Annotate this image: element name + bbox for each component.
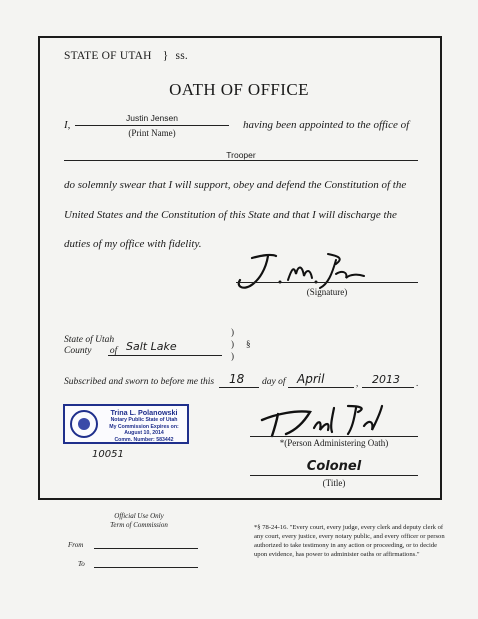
title-label: (Title)	[322, 478, 346, 488]
header-brace: }	[162, 50, 169, 62]
venue-paren-3: )	[231, 351, 234, 361]
notary-stamp-text	[99, 409, 189, 443]
sworn-month-value: April	[297, 372, 325, 386]
oath-line-3: duties of my office with fidelity.	[64, 238, 202, 250]
state-header	[64, 50, 188, 62]
sworn-year-value: 2013	[372, 373, 400, 386]
office-value: Trooper	[226, 150, 256, 160]
office-line	[64, 160, 418, 161]
print-name-line	[75, 125, 229, 126]
print-name-label: (Print Name)	[128, 128, 176, 138]
notary-line-3: August 10, 2014	[124, 430, 164, 437]
title-line	[250, 475, 418, 476]
venue-state: State of Utah	[64, 335, 115, 345]
county-label: County	[64, 346, 92, 356]
administering-signature	[256, 400, 392, 440]
notary-line-1: Notary Public State of Utah	[110, 417, 178, 423]
notary-line-2: My Commission Expires on:	[109, 423, 179, 430]
term-heading: Term of Commission	[110, 521, 168, 529]
sworn-comma: ,	[356, 378, 359, 388]
county-line	[108, 355, 222, 356]
having-text: having been appointed to the office of	[243, 119, 410, 131]
signature-label: (Signature)	[306, 287, 348, 297]
administering-label: *(Person Administering Oath)	[279, 438, 389, 448]
official-heading: Official Use Only	[114, 512, 164, 520]
sworn-period: .	[416, 378, 419, 388]
print-name-value: Justin Jensen	[126, 113, 178, 123]
to-line	[94, 567, 198, 568]
sworn-year-line	[362, 387, 414, 388]
sworn-month-line	[288, 387, 354, 388]
oath-i: I,	[64, 119, 71, 131]
title-value: Colonel	[306, 459, 362, 474]
notary-seal-icon	[70, 410, 98, 438]
document-title: OATH OF OFFICE	[169, 80, 309, 99]
oath-line-2: United States and the Constitution of this State and that I will discharge the	[64, 209, 397, 221]
from-label: From	[68, 541, 84, 549]
from-line	[94, 548, 198, 549]
notary-stamp	[63, 404, 189, 444]
statute-footnote: *§ 78-24-16. "Every court, every judge, every clerk and deputy clerk of any court, every justice, every notary public, and every officer or person authorized to take testimony in any action or proceeding, or to decide upon evidence, has power to administer oaths or affirmations."	[254, 524, 445, 558]
sworn-text: Subscribed and sworn to before me this	[64, 377, 215, 387]
venue-paren-1: )	[231, 327, 234, 337]
sworn-day-value: 18	[229, 372, 245, 386]
county-of: of	[109, 346, 118, 356]
notary-name: Trina L. Polanowski	[110, 408, 178, 417]
county-value: Salt Lake	[126, 340, 177, 353]
venue-paren-2: )	[231, 339, 234, 349]
administering-line	[250, 436, 418, 437]
sworn-day-line	[219, 387, 259, 388]
state-name: STATE OF UTAH	[64, 50, 152, 62]
signature-line	[236, 282, 418, 283]
notary-line-4: Comm. Number: 583442	[114, 436, 174, 443]
header-ss: ss.	[175, 50, 188, 62]
notary-initials: 10051	[92, 449, 124, 460]
sworn-day-of: day of	[262, 377, 286, 387]
oath-line-1: do solemnly swear that I will support, obey and defend the Constitution of the	[64, 179, 407, 191]
to-label: To	[78, 560, 85, 568]
venue-section: §	[246, 339, 251, 349]
